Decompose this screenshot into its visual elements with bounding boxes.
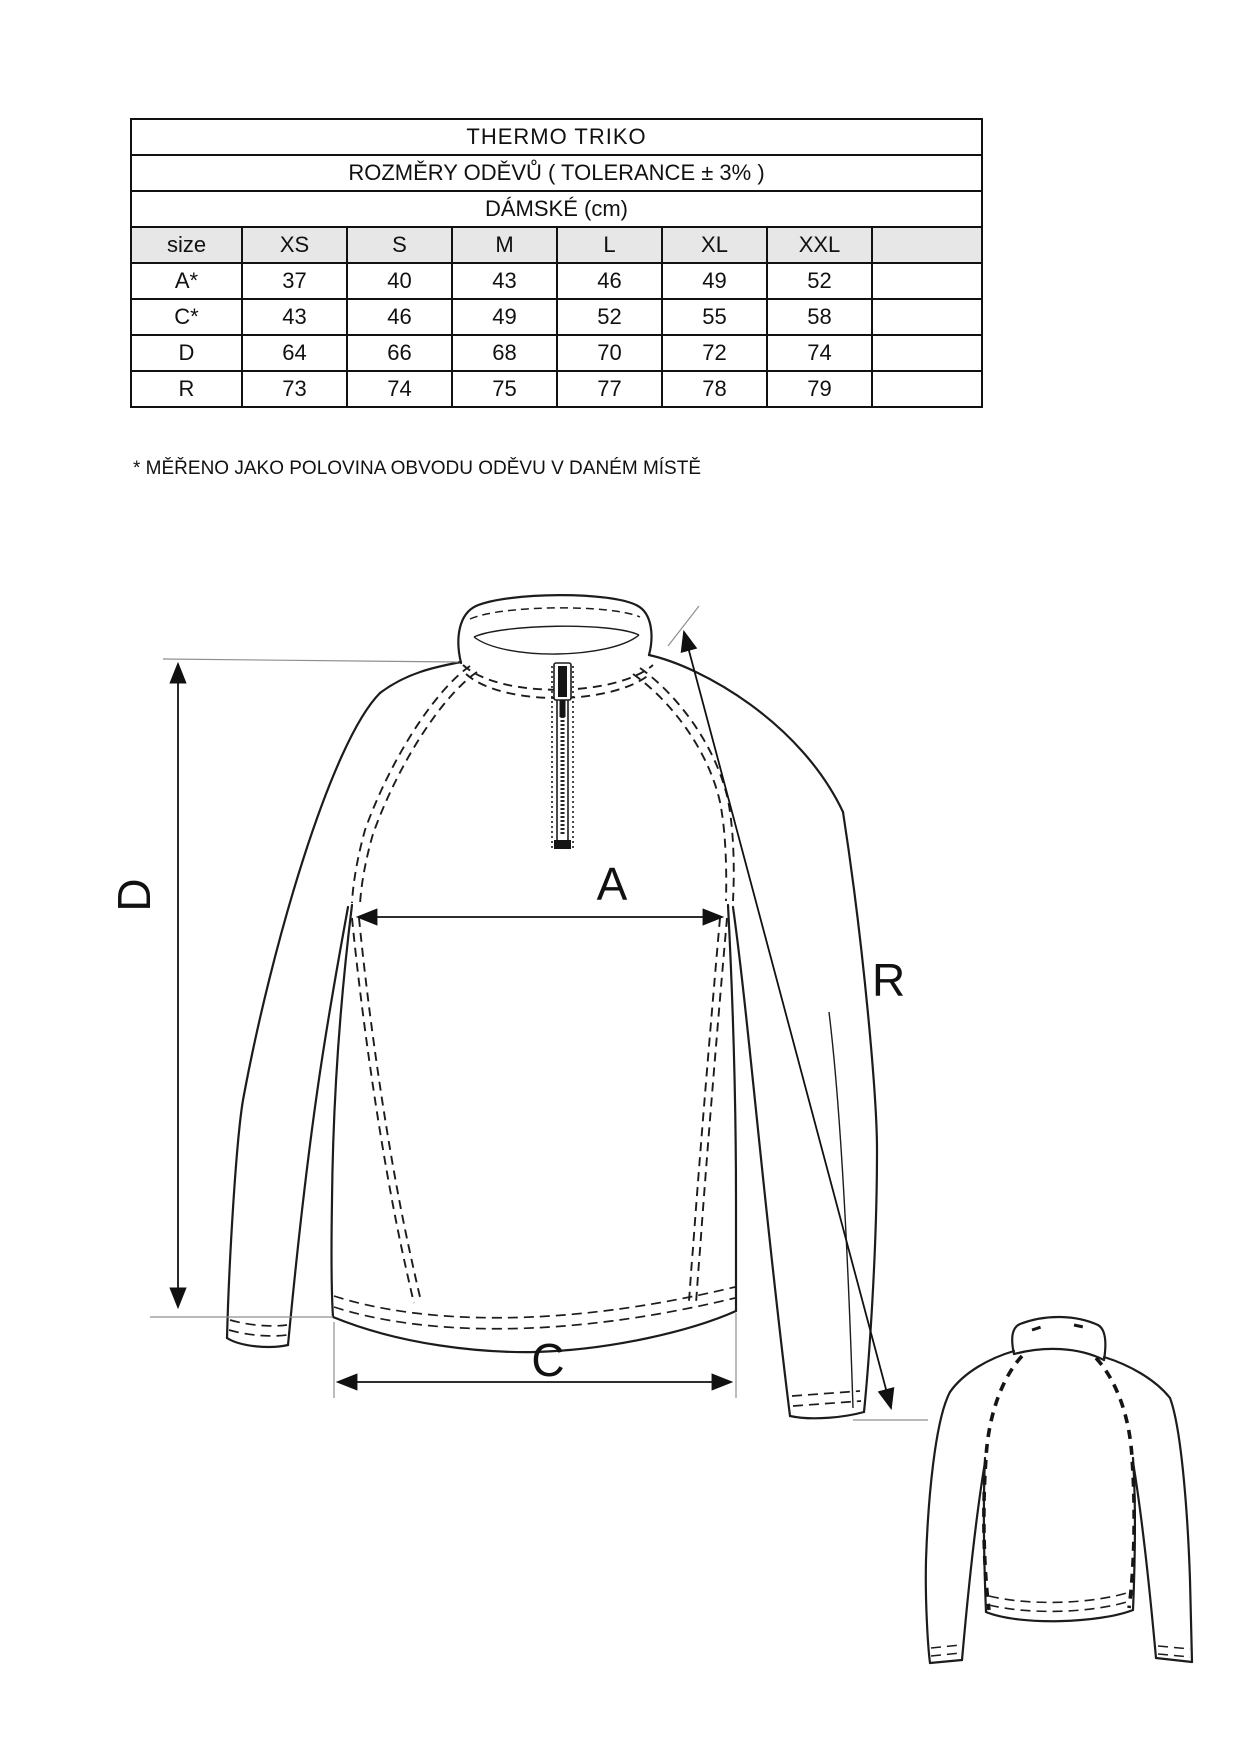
header-size: size: [131, 227, 242, 263]
table-cell: 40: [347, 263, 452, 299]
category-note: DÁMSKÉ (cm): [131, 191, 982, 227]
header-l: L: [557, 227, 662, 263]
table-cell: 37: [242, 263, 347, 299]
row-label: R: [131, 371, 242, 407]
header-m: M: [452, 227, 557, 263]
row-label: C*: [131, 299, 242, 335]
raglan-seams: [352, 666, 734, 905]
table-cell: 49: [452, 299, 557, 335]
table-cell: 78: [662, 371, 767, 407]
table-cell: 79: [767, 371, 872, 407]
dimension-label-d: D: [108, 878, 160, 912]
header-xl: XL: [662, 227, 767, 263]
zipper: [552, 663, 573, 849]
document-title: THERMO TRIKO: [131, 119, 982, 155]
table-cell: 70: [557, 335, 662, 371]
dimension-label-c: C: [531, 1334, 565, 1386]
table-cell: 64: [242, 335, 347, 371]
back-view-garment: [926, 1317, 1192, 1663]
table-cell: 46: [347, 299, 452, 335]
header-xs: XS: [242, 227, 347, 263]
dimension-c: [334, 1313, 736, 1398]
table-cell: 58: [767, 299, 872, 335]
header-s: S: [347, 227, 452, 263]
measurement-footnote: * MĚŘENO JAKO POLOVINA OBVODU ODĚVU V DANÉM MÍSTĚ: [133, 458, 701, 479]
right-sleeve: [733, 812, 877, 1418]
table-cell: 52: [767, 263, 872, 299]
row-label: D: [131, 335, 242, 371]
table-cell: 49: [662, 263, 767, 299]
table-cell: 72: [662, 335, 767, 371]
row-label: A*: [131, 263, 242, 299]
body-panel: [332, 905, 736, 1352]
table-cell: 77: [557, 371, 662, 407]
front-view-garment: [227, 595, 877, 1418]
table-cell: 74: [347, 371, 452, 407]
dimension-a: [358, 858, 722, 917]
table-cell: 74: [767, 335, 872, 371]
left-sleeve: [227, 693, 380, 1347]
side-seams: [352, 918, 727, 1303]
table-cell: 46: [557, 263, 662, 299]
table-cell: 73: [242, 371, 347, 407]
tolerance-note: ROZMĚRY ODĚVŮ ( TOLERANCE ± 3% ): [131, 155, 982, 191]
table-cell: 66: [347, 335, 452, 371]
dimension-r: [668, 606, 928, 1420]
table-cell: 52: [557, 299, 662, 335]
dimension-d: [108, 659, 458, 1317]
table-cell: 43: [242, 299, 347, 335]
dimension-label-a: A: [596, 858, 628, 910]
header-xxl: XXL: [767, 227, 872, 263]
table-cell: 68: [452, 335, 557, 371]
zipper-stop: [554, 840, 571, 849]
table-cell: 55: [662, 299, 767, 335]
table-cell: 43: [452, 263, 557, 299]
dimension-label-r: R: [872, 954, 906, 1006]
zipper-pull: [560, 700, 566, 717]
table-cell: 75: [452, 371, 557, 407]
